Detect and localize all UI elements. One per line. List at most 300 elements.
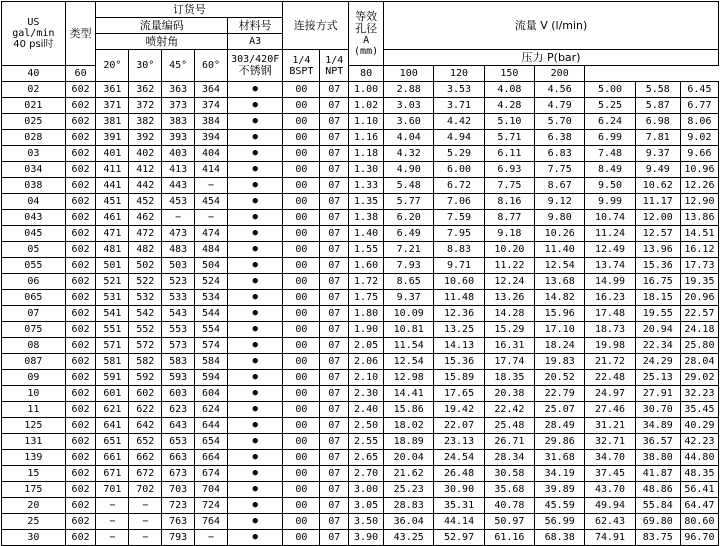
cell-flow-150: 34.89 — [635, 418, 680, 434]
table-row — [2, 82, 719, 98]
cell-type: 602 — [65, 418, 96, 434]
cell-flow-200: 42.23 — [680, 434, 718, 450]
cell-material-a3: ● — [227, 306, 282, 322]
cell-flow-200: 25.80 — [680, 338, 718, 354]
cell-flow-100: 39.89 — [535, 482, 585, 498]
cell-angle-60: 554 — [195, 322, 228, 338]
cell-angle-20: − — [96, 498, 129, 514]
cell-flow-60: 4.94 — [434, 130, 484, 146]
cell-angle-30: 472 — [129, 226, 162, 242]
cell-angle-60: 574 — [195, 338, 228, 354]
cell-flow-60: 12.36 — [434, 306, 484, 322]
cell-flow-40: 20.04 — [384, 450, 434, 466]
cell-angle-30: 462 — [129, 210, 162, 226]
cell-flow-150: 6.98 — [635, 114, 680, 130]
cell-material-a3: ● — [227, 242, 282, 258]
cell-material-a3: ● — [227, 130, 282, 146]
cell-flow-200: 64.47 — [680, 498, 718, 514]
cell-flow-60: 44.14 — [434, 514, 484, 530]
cell-angle-60: 534 — [195, 290, 228, 306]
cell-flow-120: 6.99 — [585, 130, 635, 146]
cell-flow-120: 43.70 — [585, 482, 635, 498]
cell-angle-20: 391 — [96, 130, 129, 146]
cell-flow-150: 24.29 — [635, 354, 680, 370]
header-type: 类型 — [65, 2, 96, 66]
cell-angle-20: 591 — [96, 370, 129, 386]
cell-angle-45: 523 — [162, 274, 195, 290]
cell-type: 602 — [65, 370, 96, 386]
table-row — [2, 242, 719, 258]
cell-angle-20: 531 — [96, 290, 129, 306]
header-pressure-100: 100 — [384, 66, 434, 82]
cell-angle-20: 621 — [96, 402, 129, 418]
table-row — [2, 130, 719, 146]
cell-orifice: 3.90 — [349, 530, 384, 546]
cell-angle-45: 393 — [162, 130, 195, 146]
cell-flow-100: 11.40 — [535, 242, 585, 258]
cell-bspt: 00 — [283, 226, 320, 242]
cell-flow-40: 18.02 — [384, 418, 434, 434]
cell-angle-20: 451 — [96, 194, 129, 210]
header-angle-30: 30° — [129, 50, 162, 82]
table-row — [2, 402, 719, 418]
cell-us-gal: 125 — [2, 418, 66, 434]
cell-us-gal: 15 — [2, 466, 66, 482]
cell-angle-60: − — [195, 178, 228, 194]
header-npt — [320, 50, 349, 82]
cell-type: 602 — [65, 466, 96, 482]
cell-bspt: 00 — [283, 402, 320, 418]
cell-flow-200: 16.12 — [680, 242, 718, 258]
table-row — [2, 338, 719, 354]
cell-flow-200: 6.45 — [680, 82, 718, 98]
cell-flow-100: 6.83 — [535, 146, 585, 162]
cell-flow-60: 7.59 — [434, 210, 484, 226]
cell-npt: 07 — [320, 354, 349, 370]
cell-angle-20: 461 — [96, 210, 129, 226]
cell-angle-30: 552 — [129, 322, 162, 338]
cell-flow-40: 2.88 — [384, 82, 434, 98]
cell-flow-200: 29.02 — [680, 370, 718, 386]
cell-material-a3: ● — [227, 146, 282, 162]
cell-flow-150: 5.58 — [635, 82, 680, 98]
header-material-no: 材料号 — [227, 18, 282, 34]
table-body — [2, 82, 719, 546]
cell-bspt: 00 — [283, 210, 320, 226]
cell-flow-120: 49.94 — [585, 498, 635, 514]
cell-flow-80: 12.24 — [484, 274, 534, 290]
cell-us-gal: 045 — [2, 226, 66, 242]
cell-flow-120: 34.70 — [585, 450, 635, 466]
cell-flow-100: 25.07 — [535, 402, 585, 418]
cell-flow-150: 22.34 — [635, 338, 680, 354]
cell-bspt: 00 — [283, 450, 320, 466]
cell-flow-150: 9.37 — [635, 146, 680, 162]
cell-angle-45: 663 — [162, 450, 195, 466]
cell-flow-40: 4.90 — [384, 162, 434, 178]
cell-flow-120: 12.49 — [585, 242, 635, 258]
cell-flow-60: 3.71 — [434, 98, 484, 114]
header-orifice-line4: (mm) — [354, 45, 379, 57]
cell-flow-80: 5.71 — [484, 130, 534, 146]
header-flow: 流量 V (l/min) — [384, 2, 719, 50]
cell-angle-20: 401 — [96, 146, 129, 162]
cell-flow-100: 22.79 — [535, 386, 585, 402]
cell-flow-40: 3.60 — [384, 114, 434, 130]
table-row — [2, 274, 719, 290]
cell-flow-200: 10.96 — [680, 162, 718, 178]
cell-angle-30: 532 — [129, 290, 162, 306]
cell-angle-45: 573 — [162, 338, 195, 354]
cell-us-gal: 05 — [2, 242, 66, 258]
cell-flow-100: 14.82 — [535, 290, 585, 306]
cell-us-gal: 06 — [2, 274, 66, 290]
cell-flow-80: 17.74 — [484, 354, 534, 370]
table-row — [2, 194, 719, 210]
cell-npt: 07 — [320, 370, 349, 386]
table-row — [2, 322, 719, 338]
cell-flow-120: 37.45 — [585, 466, 635, 482]
cell-bspt: 00 — [283, 162, 320, 178]
cell-angle-20: 581 — [96, 354, 129, 370]
cell-angle-45: 583 — [162, 354, 195, 370]
table-row — [2, 258, 719, 274]
cell-flow-150: 20.94 — [635, 322, 680, 338]
cell-flow-60: 7.06 — [434, 194, 484, 210]
cell-flow-60: 7.95 — [434, 226, 484, 242]
cell-flow-60: 14.13 — [434, 338, 484, 354]
cell-angle-60: 364 — [195, 82, 228, 98]
cell-flow-150: 19.55 — [635, 306, 680, 322]
cell-flow-120: 22.48 — [585, 370, 635, 386]
cell-npt: 07 — [320, 178, 349, 194]
cell-us-gal: 055 — [2, 258, 66, 274]
cell-flow-80: 20.38 — [484, 386, 534, 402]
cell-npt: 07 — [320, 194, 349, 210]
cell-npt: 07 — [320, 402, 349, 418]
cell-bspt: 00 — [283, 530, 320, 546]
cell-angle-30: 362 — [129, 82, 162, 98]
cell-flow-60: 17.65 — [434, 386, 484, 402]
cell-angle-60: 414 — [195, 162, 228, 178]
cell-angle-30: 542 — [129, 306, 162, 322]
cell-flow-150: 16.75 — [635, 274, 680, 290]
table-row — [2, 162, 719, 178]
cell-us-gal: 139 — [2, 450, 66, 466]
cell-flow-150: 83.75 — [635, 530, 680, 546]
cell-us-gal: 034 — [2, 162, 66, 178]
cell-angle-60: 474 — [195, 226, 228, 242]
cell-flow-150: 11.17 — [635, 194, 680, 210]
cell-orifice: 2.06 — [349, 354, 384, 370]
cell-angle-60: 724 — [195, 498, 228, 514]
cell-type: 602 — [65, 450, 96, 466]
cell-flow-120: 5.25 — [585, 98, 635, 114]
header-orifice — [349, 2, 384, 66]
cell-flow-100: 34.19 — [535, 466, 585, 482]
cell-flow-120: 74.91 — [585, 530, 635, 546]
cell-bspt: 00 — [283, 290, 320, 306]
cell-flow-40: 36.04 — [384, 514, 434, 530]
cell-us-gal: 20 — [2, 498, 66, 514]
header-bspt — [283, 50, 320, 82]
cell-type: 602 — [65, 210, 96, 226]
cell-flow-80: 10.20 — [484, 242, 534, 258]
table-row — [2, 482, 719, 498]
cell-npt: 07 — [320, 242, 349, 258]
cell-us-gal: 087 — [2, 354, 66, 370]
cell-angle-20: 671 — [96, 466, 129, 482]
cell-orifice: 1.80 — [349, 306, 384, 322]
nozzle-flow-table — [1, 1, 719, 546]
cell-angle-45: 593 — [162, 370, 195, 386]
cell-material-a3: ● — [227, 82, 282, 98]
cell-npt: 07 — [320, 98, 349, 114]
cell-flow-60: 22.07 — [434, 418, 484, 434]
cell-angle-60: 704 — [195, 482, 228, 498]
header-angle-45: 45° — [162, 50, 195, 82]
cell-flow-150: 5.87 — [635, 98, 680, 114]
cell-angle-45: 543 — [162, 306, 195, 322]
header-angle-60: 60° — [195, 50, 228, 82]
cell-flow-60: 24.54 — [434, 450, 484, 466]
cell-flow-150: 10.62 — [635, 178, 680, 194]
cell-flow-40: 15.86 — [384, 402, 434, 418]
cell-orifice: 2.40 — [349, 402, 384, 418]
table-row — [2, 498, 719, 514]
cell-flow-200: 8.06 — [680, 114, 718, 130]
cell-flow-40: 7.21 — [384, 242, 434, 258]
cell-flow-120: 27.46 — [585, 402, 635, 418]
cell-bspt: 00 — [283, 194, 320, 210]
cell-angle-20: 521 — [96, 274, 129, 290]
header-orifice-line3: A — [363, 34, 370, 46]
cell-flow-60: 10.60 — [434, 274, 484, 290]
cell-angle-30: − — [129, 498, 162, 514]
cell-us-gal: 30 — [2, 530, 66, 546]
cell-flow-100: 5.70 — [535, 114, 585, 130]
cell-flow-120: 62.43 — [585, 514, 635, 530]
cell-material-a3: ● — [227, 258, 282, 274]
cell-flow-150: 12.57 — [635, 226, 680, 242]
cell-us-gal: 03 — [2, 146, 66, 162]
header-pressure-60: 60 — [65, 66, 96, 82]
cell-flow-60: 5.29 — [434, 146, 484, 162]
header-material-desc — [227, 50, 282, 82]
cell-angle-30: 452 — [129, 194, 162, 210]
cell-orifice: 3.50 — [349, 514, 384, 530]
cell-angle-30: 702 — [129, 482, 162, 498]
cell-flow-80: 28.34 — [484, 450, 534, 466]
cell-flow-60: 9.71 — [434, 258, 484, 274]
cell-flow-100: 12.54 — [535, 258, 585, 274]
cell-bspt: 00 — [283, 370, 320, 386]
cell-type: 602 — [65, 322, 96, 338]
cell-flow-100: 9.80 — [535, 210, 585, 226]
cell-bspt: 00 — [283, 274, 320, 290]
cell-angle-45: 533 — [162, 290, 195, 306]
cell-flow-40: 21.62 — [384, 466, 434, 482]
cell-bspt: 00 — [283, 514, 320, 530]
cell-angle-45: 793 — [162, 530, 195, 546]
cell-angle-30: − — [129, 514, 162, 530]
cell-flow-150: 15.36 — [635, 258, 680, 274]
header-bspt-line1: 1/4 — [292, 54, 311, 66]
cell-flow-150: 69.80 — [635, 514, 680, 530]
cell-material-a3: ● — [227, 498, 282, 514]
cell-npt: 07 — [320, 322, 349, 338]
cell-material-a3: ● — [227, 434, 282, 450]
cell-flow-120: 6.24 — [585, 114, 635, 130]
cell-orifice: 1.38 — [349, 210, 384, 226]
cell-angle-45: 363 — [162, 82, 195, 98]
cell-flow-200: 14.51 — [680, 226, 718, 242]
cell-flow-100: 20.52 — [535, 370, 585, 386]
cell-flow-100: 31.68 — [535, 450, 585, 466]
cell-flow-150: 9.49 — [635, 162, 680, 178]
cell-orifice: 1.18 — [349, 146, 384, 162]
cell-flow-150: 13.96 — [635, 242, 680, 258]
cell-bspt: 00 — [283, 82, 320, 98]
cell-flow-60: 13.25 — [434, 322, 484, 338]
cell-material-a3: ● — [227, 290, 282, 306]
cell-angle-20: 381 — [96, 114, 129, 130]
header-bspt-line2: BSPT — [289, 65, 314, 77]
cell-flow-200: 96.70 — [680, 530, 718, 546]
cell-flow-80: 9.18 — [484, 226, 534, 242]
cell-orifice: 1.02 — [349, 98, 384, 114]
cell-angle-20: − — [96, 514, 129, 530]
cell-us-gal: 08 — [2, 338, 66, 354]
cell-flow-200: 56.41 — [680, 482, 718, 498]
cell-angle-45: 483 — [162, 242, 195, 258]
table-row — [2, 146, 719, 162]
cell-us-gal: 043 — [2, 210, 66, 226]
cell-angle-30: 502 — [129, 258, 162, 274]
cell-bspt: 00 — [283, 386, 320, 402]
cell-us-gal: 04 — [2, 194, 66, 210]
cell-bspt: 00 — [283, 482, 320, 498]
cell-angle-60: 394 — [195, 130, 228, 146]
cell-angle-60: 644 — [195, 418, 228, 434]
cell-flow-40: 12.54 — [384, 354, 434, 370]
cell-angle-20: 481 — [96, 242, 129, 258]
cell-flow-80: 5.10 — [484, 114, 534, 130]
cell-us-gal: 02 — [2, 82, 66, 98]
cell-flow-100: 4.79 — [535, 98, 585, 114]
cell-angle-60: 544 — [195, 306, 228, 322]
header-pressure-150: 150 — [484, 66, 534, 82]
cell-flow-40: 25.23 — [384, 482, 434, 498]
cell-npt: 07 — [320, 162, 349, 178]
cell-flow-80: 8.77 — [484, 210, 534, 226]
cell-flow-100: 13.68 — [535, 274, 585, 290]
cell-angle-30: 582 — [129, 354, 162, 370]
cell-material-a3: ● — [227, 114, 282, 130]
cell-flow-150: 36.57 — [635, 434, 680, 450]
cell-flow-150: 12.00 — [635, 210, 680, 226]
header-angle-20: 20° — [96, 50, 129, 82]
header-pressure-40: 40 — [2, 66, 66, 82]
cell-orifice: 1.90 — [349, 322, 384, 338]
cell-flow-60: 15.36 — [434, 354, 484, 370]
cell-angle-45: 553 — [162, 322, 195, 338]
cell-material-a3: ● — [227, 354, 282, 370]
cell-angle-20: − — [96, 530, 129, 546]
cell-flow-200: 9.66 — [680, 146, 718, 162]
cell-flow-120: 31.21 — [585, 418, 635, 434]
cell-bspt: 00 — [283, 258, 320, 274]
cell-us-gal: 038 — [2, 178, 66, 194]
cell-orifice: 1.00 — [349, 82, 384, 98]
cell-flow-100: 19.83 — [535, 354, 585, 370]
cell-us-gal: 175 — [2, 482, 66, 498]
header-flow-code: 流量编码 — [96, 18, 227, 34]
cell-type: 602 — [65, 82, 96, 98]
cell-flow-60: 11.48 — [434, 290, 484, 306]
cell-bspt: 00 — [283, 354, 320, 370]
cell-flow-120: 9.50 — [585, 178, 635, 194]
cell-flow-40: 10.81 — [384, 322, 434, 338]
cell-type: 602 — [65, 354, 96, 370]
table-row — [2, 290, 719, 306]
cell-angle-20: 661 — [96, 450, 129, 466]
table-row — [2, 306, 719, 322]
cell-flow-40: 10.09 — [384, 306, 434, 322]
cell-angle-30: 522 — [129, 274, 162, 290]
cell-flow-120: 24.97 — [585, 386, 635, 402]
cell-angle-30: 642 — [129, 418, 162, 434]
cell-flow-80: 4.08 — [484, 82, 534, 98]
cell-angle-60: 584 — [195, 354, 228, 370]
cell-material-a3: ● — [227, 178, 282, 194]
cell-angle-60: − — [195, 210, 228, 226]
cell-us-gal: 09 — [2, 370, 66, 386]
cell-npt: 07 — [320, 146, 349, 162]
cell-angle-30: 372 — [129, 98, 162, 114]
cell-angle-20: 571 — [96, 338, 129, 354]
cell-material-a3: ● — [227, 210, 282, 226]
cell-angle-45: 383 — [162, 114, 195, 130]
cell-flow-40: 9.37 — [384, 290, 434, 306]
cell-flow-80: 35.68 — [484, 482, 534, 498]
cell-flow-200: 17.73 — [680, 258, 718, 274]
cell-flow-200: 20.96 — [680, 290, 718, 306]
cell-bspt: 00 — [283, 322, 320, 338]
cell-angle-45: 703 — [162, 482, 195, 498]
cell-flow-40: 28.83 — [384, 498, 434, 514]
cell-angle-45: − — [162, 210, 195, 226]
cell-us-gal: 025 — [2, 114, 66, 130]
cell-npt: 07 — [320, 418, 349, 434]
cell-angle-60: 604 — [195, 386, 228, 402]
cell-flow-120: 11.24 — [585, 226, 635, 242]
cell-type: 602 — [65, 226, 96, 242]
cell-npt: 07 — [320, 482, 349, 498]
cell-flow-200: 19.35 — [680, 274, 718, 290]
cell-angle-60: 674 — [195, 466, 228, 482]
cell-angle-60: 404 — [195, 146, 228, 162]
cell-flow-150: 7.81 — [635, 130, 680, 146]
cell-orifice: 2.10 — [349, 370, 384, 386]
cell-npt: 07 — [320, 210, 349, 226]
cell-flow-200: 12.90 — [680, 194, 718, 210]
cell-angle-45: 413 — [162, 162, 195, 178]
cell-orifice: 1.30 — [349, 162, 384, 178]
table-row — [2, 354, 719, 370]
cell-flow-100: 56.99 — [535, 514, 585, 530]
cell-flow-40: 6.20 — [384, 210, 434, 226]
